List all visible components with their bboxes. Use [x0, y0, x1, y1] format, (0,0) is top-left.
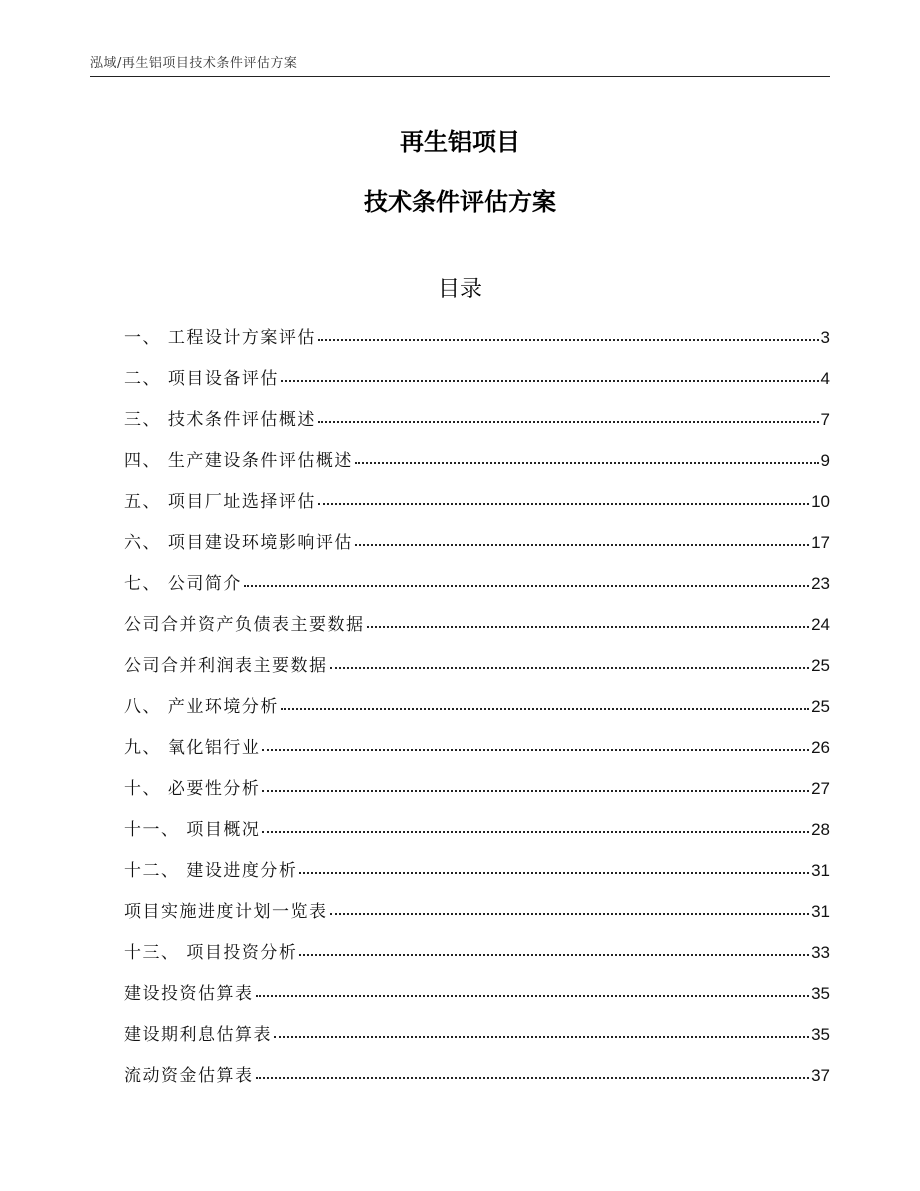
toc-entry-label: 十三、 项目投资分析 [124, 943, 298, 963]
toc-entry[interactable] [124, 815, 830, 856]
toc-entry-page-number: 27 [811, 779, 830, 798]
toc-dot-leader [299, 872, 809, 874]
toc-dot-leader [318, 421, 819, 423]
toc-entry-label: 建设期利息估算表 [124, 1025, 272, 1045]
toc-entry[interactable] [124, 856, 830, 897]
toc-entry[interactable] [124, 364, 830, 405]
toc-entry-page-number: 24 [811, 615, 830, 634]
toc-entry-label: 十一、 项目概况 [124, 820, 261, 840]
toc-dot-leader [274, 1036, 809, 1038]
toc-entry-page-number: 33 [811, 943, 830, 962]
toc-entry[interactable] [124, 651, 830, 692]
toc-entry-label: 三、 技术条件评估概述 [124, 410, 316, 430]
toc-dot-leader [299, 954, 809, 956]
toc-entry-page-number: 7 [820, 410, 830, 429]
toc-dot-leader [355, 544, 809, 546]
toc-dot-leader [318, 339, 819, 341]
toc-entry-page-number: 35 [811, 1025, 830, 1044]
toc-entry-label: 公司合并资产负债表主要数据 [124, 615, 365, 635]
toc-dot-leader [281, 708, 809, 710]
toc-entry-label: 一、 工程设计方案评估 [124, 328, 316, 348]
toc-entry-page-number: 25 [811, 697, 830, 716]
toc-dot-leader [262, 790, 809, 792]
toc-entry-label: 项目实施进度计划一览表 [124, 902, 328, 922]
toc-entry-label: 五、 项目厂址选择评估 [124, 492, 316, 512]
toc-entry-label: 九、 氧化铝行业 [124, 738, 261, 758]
toc-entry[interactable] [124, 610, 830, 651]
toc-entry-label: 流动资金估算表 [124, 1066, 254, 1086]
toc-dot-leader [281, 380, 819, 382]
document-subtitle: 技术条件评估方案 [364, 188, 556, 216]
toc-entry[interactable] [124, 323, 830, 364]
toc-entry-page-number: 23 [811, 574, 830, 593]
table-of-contents [124, 323, 830, 1102]
toc-entry[interactable] [124, 446, 830, 487]
toc-entry-page-number: 17 [811, 533, 830, 552]
toc-entry[interactable] [124, 938, 830, 979]
toc-entry-label: 建设投资估算表 [124, 984, 254, 1004]
toc-entry[interactable] [124, 733, 830, 774]
header-divider [90, 76, 830, 77]
toc-entry[interactable] [124, 692, 830, 733]
toc-entry-page-number: 25 [811, 656, 830, 675]
toc-entry[interactable] [124, 979, 830, 1020]
toc-entry-label: 六、 项目建设环境影响评估 [124, 533, 353, 553]
toc-dot-leader [262, 831, 809, 833]
toc-dot-leader [318, 503, 809, 505]
toc-entry-label: 公司合并利润表主要数据 [124, 656, 328, 676]
document-title: 再生铝项目 [400, 128, 520, 156]
toc-entry[interactable] [124, 897, 830, 938]
toc-entry-label: 十、 必要性分析 [124, 779, 261, 799]
toc-dot-leader [244, 585, 809, 587]
toc-entry-label: 七、 公司简介 [124, 574, 242, 594]
toc-entry-label: 四、 生产建设条件评估概述 [124, 451, 353, 471]
toc-entry-page-number: 10 [811, 492, 830, 511]
toc-dot-leader [355, 462, 819, 464]
toc-entry[interactable] [124, 1061, 830, 1102]
toc-entry-page-number: 9 [820, 451, 830, 470]
toc-entry-label: 八、 产业环境分析 [124, 697, 279, 717]
toc-entry[interactable] [124, 405, 830, 446]
toc-entry[interactable] [124, 528, 830, 569]
toc-entry-page-number: 37 [811, 1066, 830, 1085]
toc-dot-leader [330, 913, 810, 915]
toc-entry-page-number: 26 [811, 738, 830, 757]
toc-entry-page-number: 4 [820, 369, 830, 388]
toc-entry-page-number: 28 [811, 820, 830, 839]
toc-entry-page-number: 35 [811, 984, 830, 1003]
toc-dot-leader [367, 626, 810, 628]
toc-entry[interactable] [124, 1020, 830, 1061]
toc-dot-leader [256, 995, 810, 997]
toc-entry-page-number: 31 [811, 861, 830, 880]
toc-dot-leader [256, 1077, 810, 1079]
toc-entry-label: 二、 项目设备评估 [124, 369, 279, 389]
toc-entry-page-number: 3 [820, 328, 830, 347]
toc-dot-leader [262, 749, 809, 751]
toc-dot-leader [330, 667, 810, 669]
toc-heading: 目录 [437, 277, 482, 302]
toc-entry-page-number: 31 [811, 902, 830, 921]
toc-entry[interactable] [124, 774, 830, 815]
toc-entry-label: 十二、 建设进度分析 [124, 861, 298, 881]
toc-entry[interactable] [124, 569, 830, 610]
page-header: 泓域/再生铝项目技术条件评估方案 [90, 56, 298, 71]
toc-entry[interactable] [124, 487, 830, 528]
